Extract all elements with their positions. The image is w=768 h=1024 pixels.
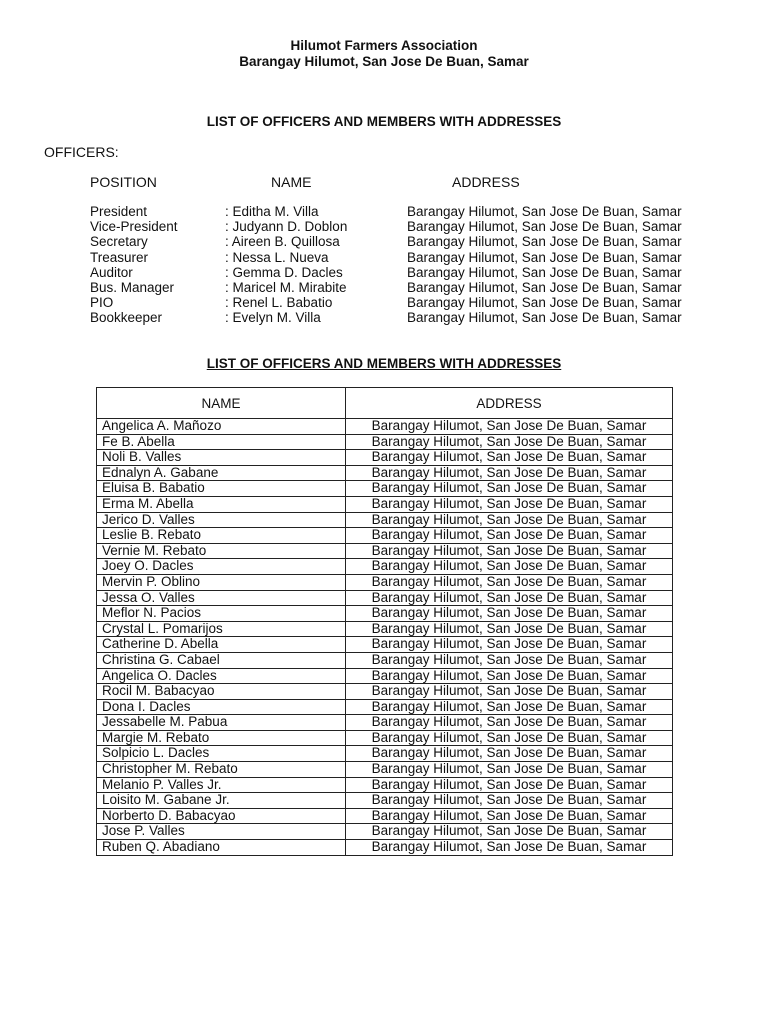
- table-row: [97, 574, 673, 590]
- officer-position: Treasurer: [90, 249, 149, 265]
- officer-address: Barangay Hilumot, San Jose De Buan, Samar: [407, 249, 682, 265]
- table-row: [97, 746, 673, 762]
- member-address: Barangay Hilumot, San Jose De Buan, Samar: [346, 668, 673, 684]
- officer-name: : Evelyn M. Villa: [225, 310, 321, 326]
- member-name: Ednalyn A. Gabane: [97, 465, 346, 481]
- member-address: Barangay Hilumot, San Jose De Buan, Samar: [346, 793, 673, 809]
- member-name: Melanio P. Valles Jr.: [97, 777, 346, 793]
- table-row: [97, 824, 673, 840]
- table-row: [97, 668, 673, 684]
- member-address: Barangay Hilumot, San Jose De Buan, Samar: [346, 824, 673, 840]
- officer-row: [90, 265, 730, 280]
- table-row: [97, 528, 673, 544]
- member-name: Solpicio L. Dacles: [97, 746, 346, 762]
- member-address: Barangay Hilumot, San Jose De Buan, Samar: [346, 840, 673, 856]
- member-address: Barangay Hilumot, San Jose De Buan, Samar: [346, 496, 673, 512]
- table-row: [97, 840, 673, 856]
- member-address: Barangay Hilumot, San Jose De Buan, Samar: [346, 762, 673, 778]
- officer-row: [90, 234, 730, 249]
- member-address: Barangay Hilumot, San Jose De Buan, Samar: [346, 699, 673, 715]
- org-name: Hilumot Farmers Association: [290, 38, 478, 53]
- member-address: Barangay Hilumot, San Jose De Buan, Samar: [346, 637, 673, 653]
- officer-position: Bookkeeper: [90, 310, 163, 326]
- member-address: Barangay Hilumot, San Jose De Buan, Samar: [346, 434, 673, 450]
- officer-row: [90, 310, 730, 325]
- member-name: Crystal L. Pomarijos: [97, 621, 346, 637]
- officer-name: : Maricel M. Mirabite: [225, 279, 347, 295]
- member-address: Barangay Hilumot, San Jose De Buan, Samar: [346, 808, 673, 824]
- table-row: [97, 543, 673, 559]
- officer-address: Barangay Hilumot, San Jose De Buan, Samar: [407, 279, 682, 295]
- officer-row: [90, 250, 730, 265]
- table-row: [97, 559, 673, 575]
- member-address: Barangay Hilumot, San Jose De Buan, Samar: [346, 715, 673, 731]
- member-name: Norberto D. Babacyao: [97, 808, 346, 824]
- member-address: Barangay Hilumot, San Jose De Buan, Samar: [346, 419, 673, 435]
- member-address: Barangay Hilumot, San Jose De Buan, Samar: [346, 606, 673, 622]
- member-name: Jessa O. Valles: [97, 590, 346, 606]
- officers-list: [90, 204, 730, 326]
- officers-name-header: NAME: [271, 174, 312, 190]
- table-row: [97, 637, 673, 653]
- table-row: [97, 496, 673, 512]
- table-row: [97, 808, 673, 824]
- member-name: Catherine D. Abella: [97, 637, 346, 653]
- member-name: Erma M. Abella: [97, 496, 346, 512]
- officer-position: Secretary: [90, 234, 148, 250]
- officer-position: Vice-President: [90, 219, 178, 235]
- member-name: Angelica O. Dacles: [97, 668, 346, 684]
- table-row: [97, 419, 673, 435]
- member-address: Barangay Hilumot, San Jose De Buan, Samar: [346, 684, 673, 700]
- member-name: Meflor N. Pacios: [97, 606, 346, 622]
- table-row: [97, 481, 673, 497]
- table-row: [97, 621, 673, 637]
- officer-name: : Aireen B. Quillosa: [225, 234, 340, 250]
- member-name: Leslie B. Rebato: [97, 528, 346, 544]
- officers-position-header: POSITION: [90, 174, 157, 190]
- officer-address: Barangay Hilumot, San Jose De Buan, Samar: [407, 310, 682, 326]
- member-address: Barangay Hilumot, San Jose De Buan, Samar: [346, 528, 673, 544]
- member-address: Barangay Hilumot, San Jose De Buan, Samar: [346, 730, 673, 746]
- officer-position: President: [90, 204, 148, 219]
- officers-address-header: ADDRESS: [452, 174, 520, 190]
- member-address: Barangay Hilumot, San Jose De Buan, Samar: [346, 481, 673, 497]
- member-name: Jose P. Valles: [97, 824, 346, 840]
- officer-position: PIO: [90, 295, 114, 311]
- member-address: Barangay Hilumot, San Jose De Buan, Samar: [346, 746, 673, 762]
- member-address: Barangay Hilumot, San Jose De Buan, Samar: [346, 574, 673, 590]
- members-table-header-row: [97, 388, 673, 419]
- table-row: [97, 434, 673, 450]
- members-address-header: ADDRESS: [346, 388, 673, 419]
- officer-position: Auditor: [90, 264, 133, 280]
- officer-name: : Judyann D. Doblon: [225, 219, 348, 235]
- member-name: Fe B. Abella: [97, 434, 346, 450]
- member-address: Barangay Hilumot, San Jose De Buan, Samar: [346, 590, 673, 606]
- org-address: Barangay Hilumot, San Jose De Buan, Samar: [239, 54, 529, 69]
- table-row: [97, 715, 673, 731]
- member-name: Loisito M. Gabane Jr.: [97, 793, 346, 809]
- table-row: [97, 762, 673, 778]
- table-row: [97, 652, 673, 668]
- member-name: Noli B. Valles: [97, 450, 346, 466]
- member-address: Barangay Hilumot, San Jose De Buan, Samar: [346, 652, 673, 668]
- officer-address: Barangay Hilumot, San Jose De Buan, Samar: [407, 295, 682, 311]
- table-row: [97, 465, 673, 481]
- member-address: Barangay Hilumot, San Jose De Buan, Samar: [346, 465, 673, 481]
- member-address: Barangay Hilumot, San Jose De Buan, Samar: [346, 450, 673, 466]
- member-name: Vernie M. Rebato: [97, 543, 346, 559]
- member-address: Barangay Hilumot, San Jose De Buan, Samar: [346, 512, 673, 528]
- officer-name: : Gemma D. Dacles: [225, 264, 343, 280]
- member-name: Rocil M. Babacyao: [97, 684, 346, 700]
- member-name: Christina G. Cabael: [97, 652, 346, 668]
- table-row: [97, 512, 673, 528]
- table-row: [97, 684, 673, 700]
- members-table: [96, 387, 673, 856]
- members-list-title: LIST OF OFFICERS AND MEMBERS WITH ADDRESSES: [206, 356, 562, 371]
- member-name: Ruben Q. Abadiano: [97, 840, 346, 856]
- officer-address: Barangay Hilumot, San Jose De Buan, Samar: [407, 204, 682, 219]
- officer-address: Barangay Hilumot, San Jose De Buan, Samar: [407, 219, 682, 235]
- list-title: LIST OF OFFICERS AND MEMBERS WITH ADDRESSES: [206, 114, 562, 129]
- members-table-body: [97, 419, 673, 856]
- member-name: Margie M. Rebato: [97, 730, 346, 746]
- officer-row: [90, 219, 730, 234]
- member-address: Barangay Hilumot, San Jose De Buan, Samar: [346, 543, 673, 559]
- table-row: [97, 777, 673, 793]
- member-address: Barangay Hilumot, San Jose De Buan, Samar: [346, 559, 673, 575]
- officer-name: : Nessa L. Nueva: [225, 249, 329, 265]
- member-name: Mervin P. Oblino: [97, 574, 346, 590]
- officer-position: Bus. Manager: [90, 279, 175, 295]
- table-row: [97, 793, 673, 809]
- member-address: Barangay Hilumot, San Jose De Buan, Samar: [346, 621, 673, 637]
- table-row: [97, 590, 673, 606]
- member-name: Christopher M. Rebato: [97, 762, 346, 778]
- member-name: Jessabelle M. Pabua: [97, 715, 346, 731]
- officers-label: OFFICERS:: [44, 144, 119, 160]
- officer-address: Barangay Hilumot, San Jose De Buan, Samar: [407, 234, 682, 250]
- officer-address: Barangay Hilumot, San Jose De Buan, Samar: [407, 264, 682, 280]
- members-name-header: NAME: [97, 388, 346, 419]
- member-address: Barangay Hilumot, San Jose De Buan, Samar: [346, 777, 673, 793]
- table-row: [97, 699, 673, 715]
- table-row: [97, 450, 673, 466]
- member-name: Angelica A. Mañozo: [97, 419, 346, 435]
- officer-name: : Editha M. Villa: [225, 204, 319, 219]
- officer-row: [90, 204, 730, 219]
- table-row: [97, 730, 673, 746]
- table-row: [97, 606, 673, 622]
- member-name: Dona I. Dacles: [97, 699, 346, 715]
- officer-row: [90, 280, 730, 295]
- member-name: Eluisa B. Babatio: [97, 481, 346, 497]
- officer-row: [90, 295, 730, 310]
- member-name: Joey O. Dacles: [97, 559, 346, 575]
- officer-name: : Renel L. Babatio: [225, 295, 333, 311]
- member-name: Jerico D. Valles: [97, 512, 346, 528]
